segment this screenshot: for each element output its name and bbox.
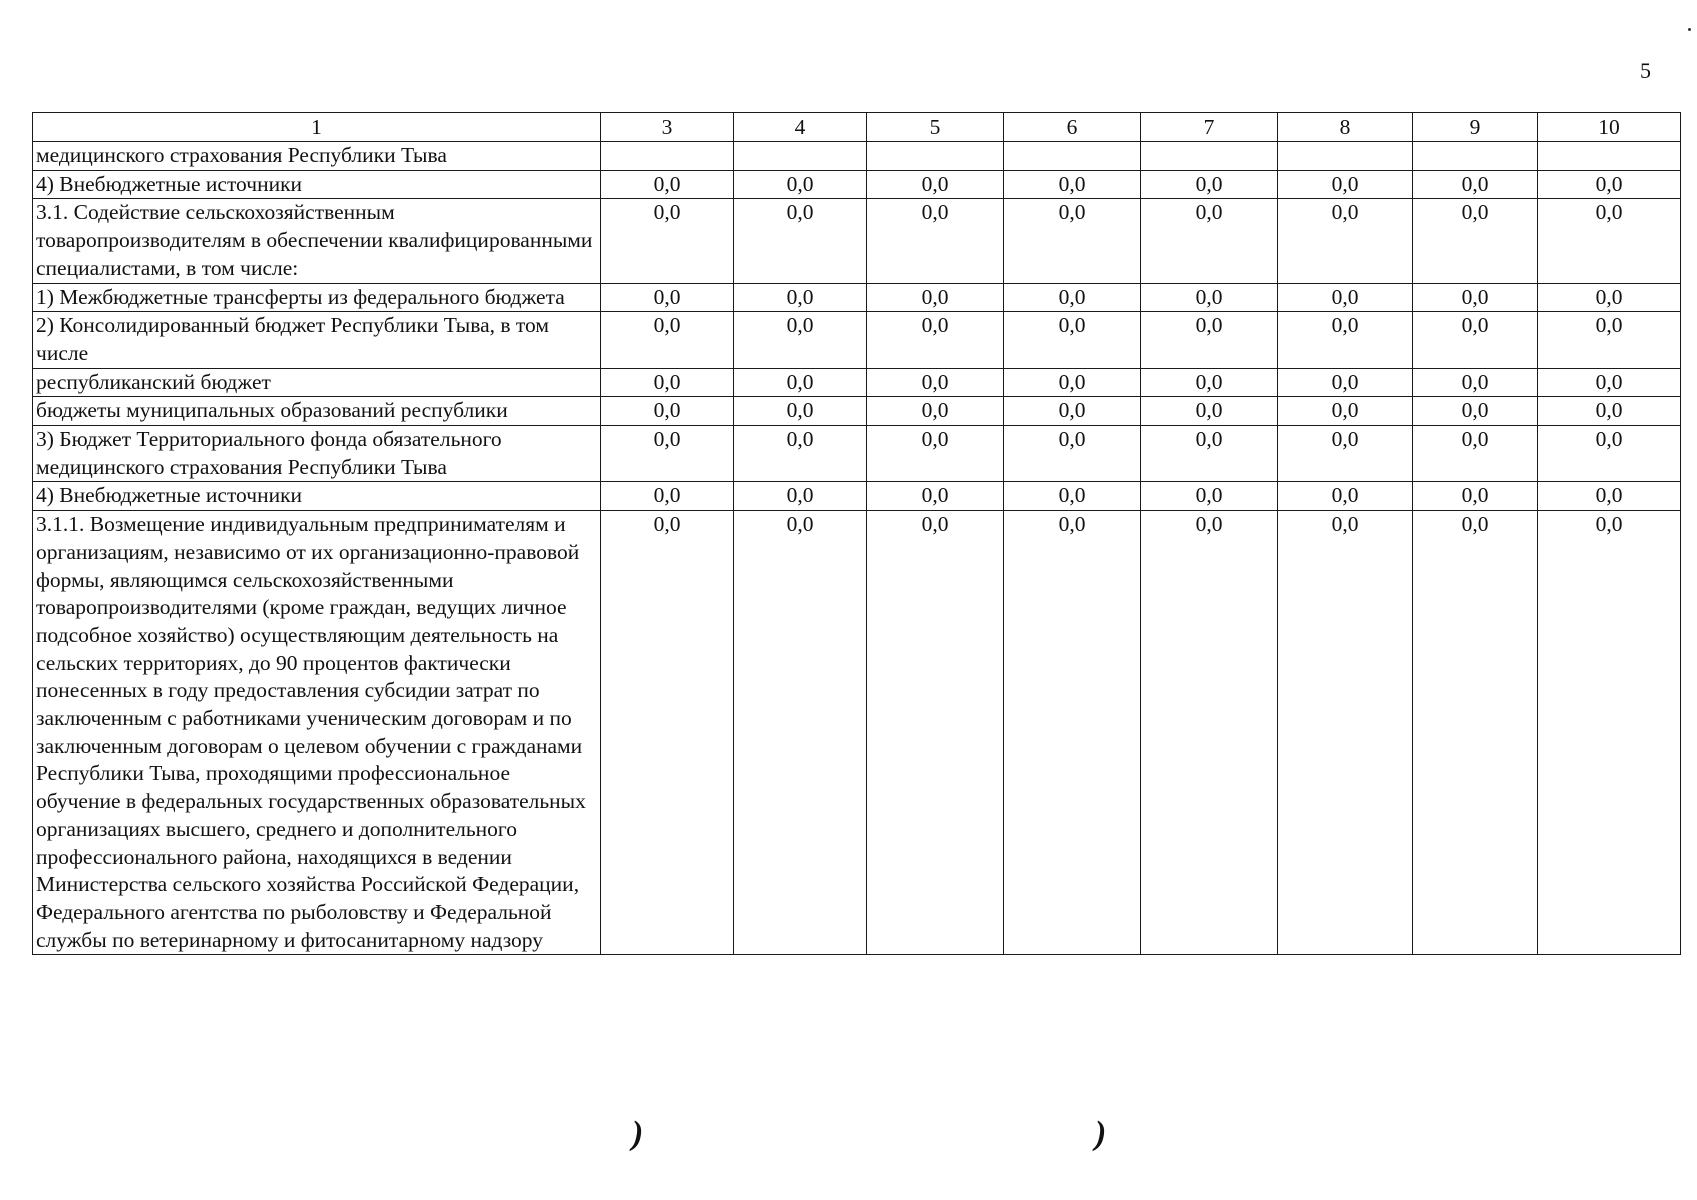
row-label: 3.1. Содействие сельскохозяйственным товаропроизводителям в обеспечении квалифицированными специалистами, в том числе: xyxy=(33,199,601,283)
column-header: 5 xyxy=(867,113,1004,142)
table-cell: 0,0 xyxy=(1413,170,1538,199)
table-cell: 0,0 xyxy=(1004,511,1141,955)
table-cell: 0,0 xyxy=(1413,368,1538,397)
table-cell: 0,0 xyxy=(1413,511,1538,955)
table-cell: 0,0 xyxy=(1004,482,1141,511)
table-cell: 0,0 xyxy=(734,312,867,368)
table-cell: 0,0 xyxy=(1141,199,1278,283)
table-cell: 0,0 xyxy=(867,368,1004,397)
table-cell: 0,0 xyxy=(867,482,1004,511)
column-header: 1 xyxy=(33,113,601,142)
table-cell: 0,0 xyxy=(1413,199,1538,283)
table-cell: 0,0 xyxy=(1004,283,1141,312)
table-cell: 0,0 xyxy=(1278,170,1413,199)
table-cell: 0,0 xyxy=(1413,283,1538,312)
table-row xyxy=(33,170,1681,199)
table-cell: 0,0 xyxy=(1538,397,1681,426)
table-cell xyxy=(1278,142,1413,171)
table-cell: 0,0 xyxy=(1004,312,1141,368)
column-header: 9 xyxy=(1413,113,1538,142)
table-cell: 0,0 xyxy=(734,511,867,955)
table-cell xyxy=(1413,142,1538,171)
table-cell: 0,0 xyxy=(1413,312,1538,368)
table-cell: 0,0 xyxy=(1538,368,1681,397)
column-header: 10 xyxy=(1538,113,1681,142)
table-cell xyxy=(1141,142,1278,171)
table-cell: 0,0 xyxy=(601,368,734,397)
table-row xyxy=(33,482,1681,511)
table-cell: 0,0 xyxy=(1413,397,1538,426)
row-label: 3) Бюджет Территориального фонда обязательного медицинского страхования Республики Тыва xyxy=(33,426,601,482)
table-cell: 0,0 xyxy=(867,426,1004,482)
table-cell: 0,0 xyxy=(1004,368,1141,397)
table-cell: 0,0 xyxy=(734,368,867,397)
table-cell: 0,0 xyxy=(734,283,867,312)
table-cell: 0,0 xyxy=(1538,312,1681,368)
table-header-row xyxy=(33,113,1681,142)
table-row xyxy=(33,312,1681,368)
table-cell: 0,0 xyxy=(1141,511,1278,955)
table-row xyxy=(33,199,1681,283)
handwritten-mark: ) xyxy=(632,1115,644,1152)
table-cell: 0,0 xyxy=(1141,482,1278,511)
table-body xyxy=(33,142,1681,955)
row-label: 4) Внебюджетные источники xyxy=(33,482,601,511)
table-cell: 0,0 xyxy=(1538,511,1681,955)
table-row xyxy=(33,426,1681,482)
table-cell: 0,0 xyxy=(1278,283,1413,312)
table-cell: 0,0 xyxy=(734,199,867,283)
table-row xyxy=(33,368,1681,397)
row-label: 2) Консолидированный бюджет Республики Тыва, в том числе xyxy=(33,312,601,368)
table-cell: 0,0 xyxy=(601,426,734,482)
table-cell xyxy=(601,142,734,171)
table-cell: 0,0 xyxy=(1278,426,1413,482)
table-cell: 0,0 xyxy=(601,482,734,511)
table-cell: 0,0 xyxy=(1141,426,1278,482)
table-cell: 0,0 xyxy=(734,397,867,426)
table-cell: 0,0 xyxy=(867,199,1004,283)
page-number: 5 xyxy=(1640,58,1651,83)
table-cell: 0,0 xyxy=(1278,199,1413,283)
table-cell: 0,0 xyxy=(1538,482,1681,511)
table-cell: 0,0 xyxy=(1004,199,1141,283)
row-label: республиканский бюджет xyxy=(33,368,601,397)
table-row xyxy=(33,397,1681,426)
table-cell: 0,0 xyxy=(734,426,867,482)
scan-speck xyxy=(1688,28,1691,31)
table-cell: 0,0 xyxy=(601,170,734,199)
table-cell: 0,0 xyxy=(1141,283,1278,312)
table-row xyxy=(33,283,1681,312)
table-cell: 0,0 xyxy=(867,312,1004,368)
column-header: 6 xyxy=(1004,113,1141,142)
column-header: 7 xyxy=(1141,113,1278,142)
table-cell: 0,0 xyxy=(1278,397,1413,426)
row-label: 1) Межбюджетные трансферты из федерального бюджета xyxy=(33,283,601,312)
table-cell xyxy=(1004,142,1141,171)
table-cell: 0,0 xyxy=(1538,283,1681,312)
table-cell: 0,0 xyxy=(1004,426,1141,482)
table-cell: 0,0 xyxy=(1538,170,1681,199)
column-header: 4 xyxy=(734,113,867,142)
handwritten-mark: ) xyxy=(1095,1115,1107,1152)
table-cell: 0,0 xyxy=(867,511,1004,955)
table-cell: 0,0 xyxy=(1141,170,1278,199)
table-cell: 0,0 xyxy=(1538,426,1681,482)
table-cell: 0,0 xyxy=(867,397,1004,426)
table-cell: 0,0 xyxy=(1538,199,1681,283)
row-label: 3.1.1. Возмещение индивидуальным предпринимателям и организациям, независимо от их организационно-правовой формы, являющимся сельскохозяйственными товаропроизводителями (кроме граждан, ведущих личное подсобное хозяйство) осуществляющим деятельность на сельских территориях, до 90 процентов фактически понесенных в году предоставления субсидии затрат по заключенным с работниками ученическим договорам и по заключенным договорам о целевом обучении с гражданами Республики Тыва, проходящими профессиональное обучение в федеральных государственных образовательных организациях высшего, среднего и дополнительного профессионального района, находящихся в ведении Министерства сельского хозяйства Российской Федерации, Федерального агентства по рыболовству и Федеральной службы по ветеринарному и фитосанитарному надзору xyxy=(33,511,601,955)
row-label: медицинского страхования Республики Тыва xyxy=(33,142,601,171)
column-header: 8 xyxy=(1278,113,1413,142)
table-cell: 0,0 xyxy=(734,482,867,511)
table-cell: 0,0 xyxy=(1004,170,1141,199)
table-row xyxy=(33,511,1681,955)
table-cell: 0,0 xyxy=(1278,511,1413,955)
table-cell: 0,0 xyxy=(1141,397,1278,426)
table-cell: 0,0 xyxy=(601,397,734,426)
table-cell: 0,0 xyxy=(601,283,734,312)
table-cell: 0,0 xyxy=(1413,426,1538,482)
table-cell: 0,0 xyxy=(1141,368,1278,397)
table-cell: 0,0 xyxy=(601,199,734,283)
table-cell xyxy=(867,142,1004,171)
table-cell xyxy=(734,142,867,171)
table-cell: 0,0 xyxy=(601,511,734,955)
table-cell: 0,0 xyxy=(1278,312,1413,368)
column-header: 3 xyxy=(601,113,734,142)
table-cell: 0,0 xyxy=(734,170,867,199)
table-cell: 0,0 xyxy=(1278,482,1413,511)
table-cell xyxy=(1538,142,1681,171)
table-cell: 0,0 xyxy=(867,170,1004,199)
table-cell: 0,0 xyxy=(1004,397,1141,426)
table-cell: 0,0 xyxy=(1278,368,1413,397)
row-label: бюджеты муниципальных образований республики xyxy=(33,397,601,426)
table-cell: 0,0 xyxy=(1413,482,1538,511)
table-cell: 0,0 xyxy=(867,283,1004,312)
table-cell: 0,0 xyxy=(1141,312,1278,368)
table-row xyxy=(33,142,1681,171)
table-cell: 0,0 xyxy=(601,312,734,368)
budget-table xyxy=(32,112,1681,955)
row-label: 4) Внебюджетные источники xyxy=(33,170,601,199)
